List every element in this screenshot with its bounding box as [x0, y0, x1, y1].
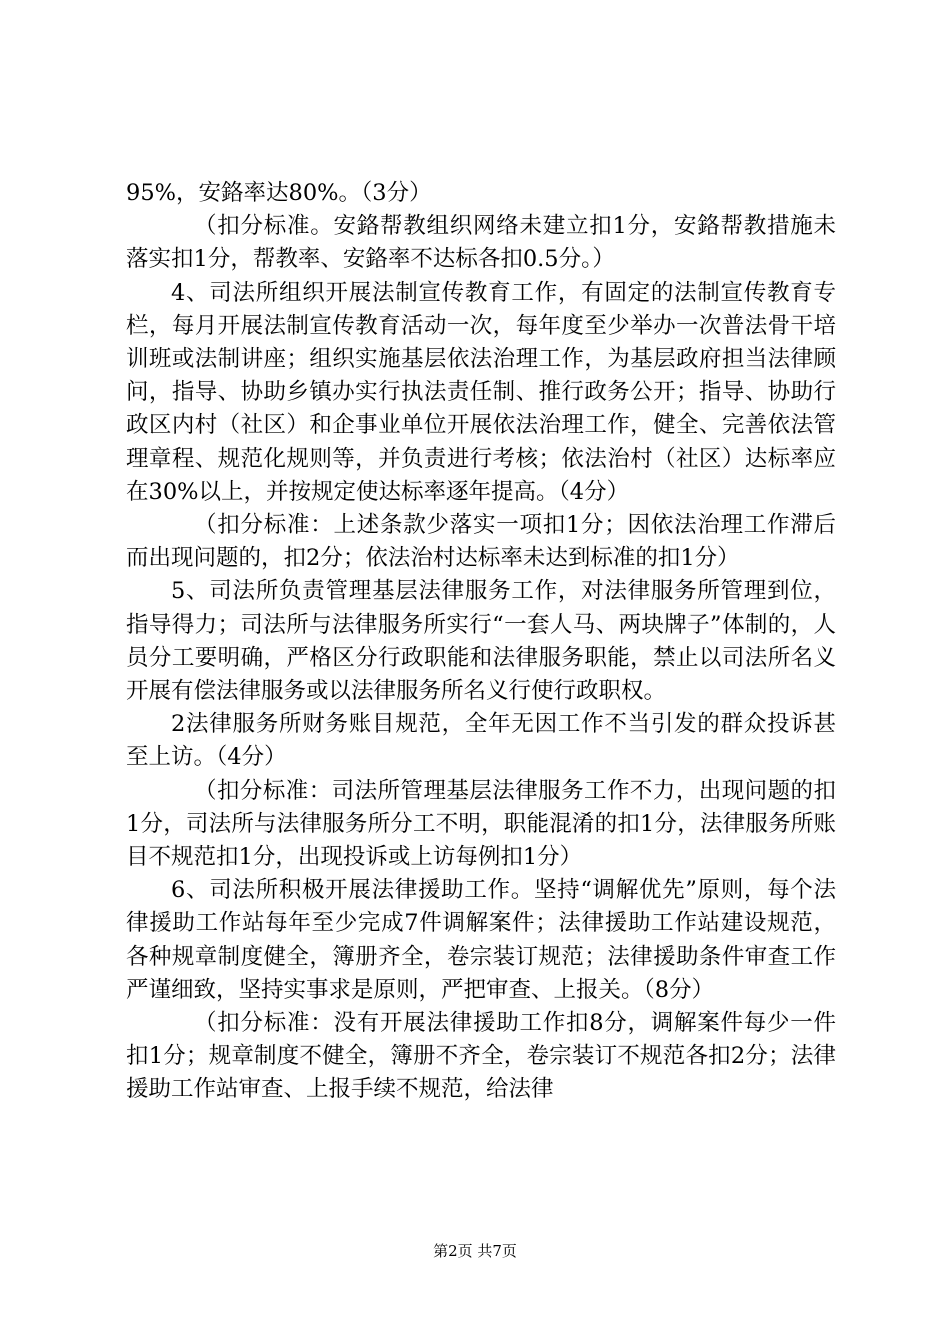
- page-number-footer: 第2页 共7页: [433, 1242, 517, 1260]
- paragraph-3: 4、司法所组织开展法制宣传教育工作，有固定的法制宣传教育专栏，每月开展法制宣传教育活动一次，每年度至少举办一次普法骨干培训班或法制讲座；组织实施基层依法治理工作，为基层政府担当法律顾问，指导、协助乡镇办实行执法责任制、推行政务公开；指导、协助行政区内村（社区）和企事业单位开展依法治理工作，健全、完善依法管理章程、规范化规则等，并负责进行考核；依法治村（社区）达标率应在30%以上，并按规定使达标率逐年提高。（4分）: [126, 279, 836, 505]
- paragraph-5: 5、司法所负责管理基层法律服务工作，对法律服务所管理到位，指导得力；司法所与法律服务所实行“一套人马、两块牌子”体制的，人员分工要明确，严格区分行政职能和法律服务职能，禁止以司法所名义开展有偿法律服务或以法律服务所名义行使行政职权。: [126, 578, 836, 705]
- paragraph-4: （扣分标准：上述条款少落实一项扣1分；因依法治理工作滞后而出现问题的，扣2分；依法治村达标率未达到标准的扣1分）: [126, 512, 836, 572]
- paragraph-8: 6、司法所积极开展法律援助工作。坚持“调解优先”原则，每个法律援助工作站每年至少完成7件调解案件；法律援助工作站建设规范，各种规章制度健全，簿册齐全，卷宗装订规范；法律援助条件审查工作严谨细致，坚持实事求是原则，严把审查、上报关。（8分）: [126, 877, 836, 1003]
- document-body: [126, 177, 836, 1107]
- paragraph-1: 95%，安鉻率达80%。（3分）: [126, 180, 432, 206]
- paragraph-9: （扣分标准：没有开展法律援助工作扣8分，调解案件每少一件扣1分；规章制度不健全，簿册不齐全，卷宗装订不规范各扣2分；法律援助工作站审查、上报手续不规范，给法律: [126, 1010, 836, 1103]
- paragraph-2: （扣分标准。安鉻帮教组织网络未建立扣1分，安鉻帮教措施未落实扣1分，帮教率、安鉻率不达标各扣0.5分。）: [126, 213, 836, 273]
- paragraph-7: （扣分标准：司法所管理基层法律服务工作不力，出现问题的扣1分，司法所与法律服务所分工不明，职能混淆的扣1分，法律服务所账目不规范扣1分，出现投诉或上访每例扣1分）: [126, 777, 836, 871]
- paragraph-6: 2法律服务所财务账目规范，全年无因工作不当引发的群众投诉甚至上访。（4分）: [126, 711, 836, 771]
